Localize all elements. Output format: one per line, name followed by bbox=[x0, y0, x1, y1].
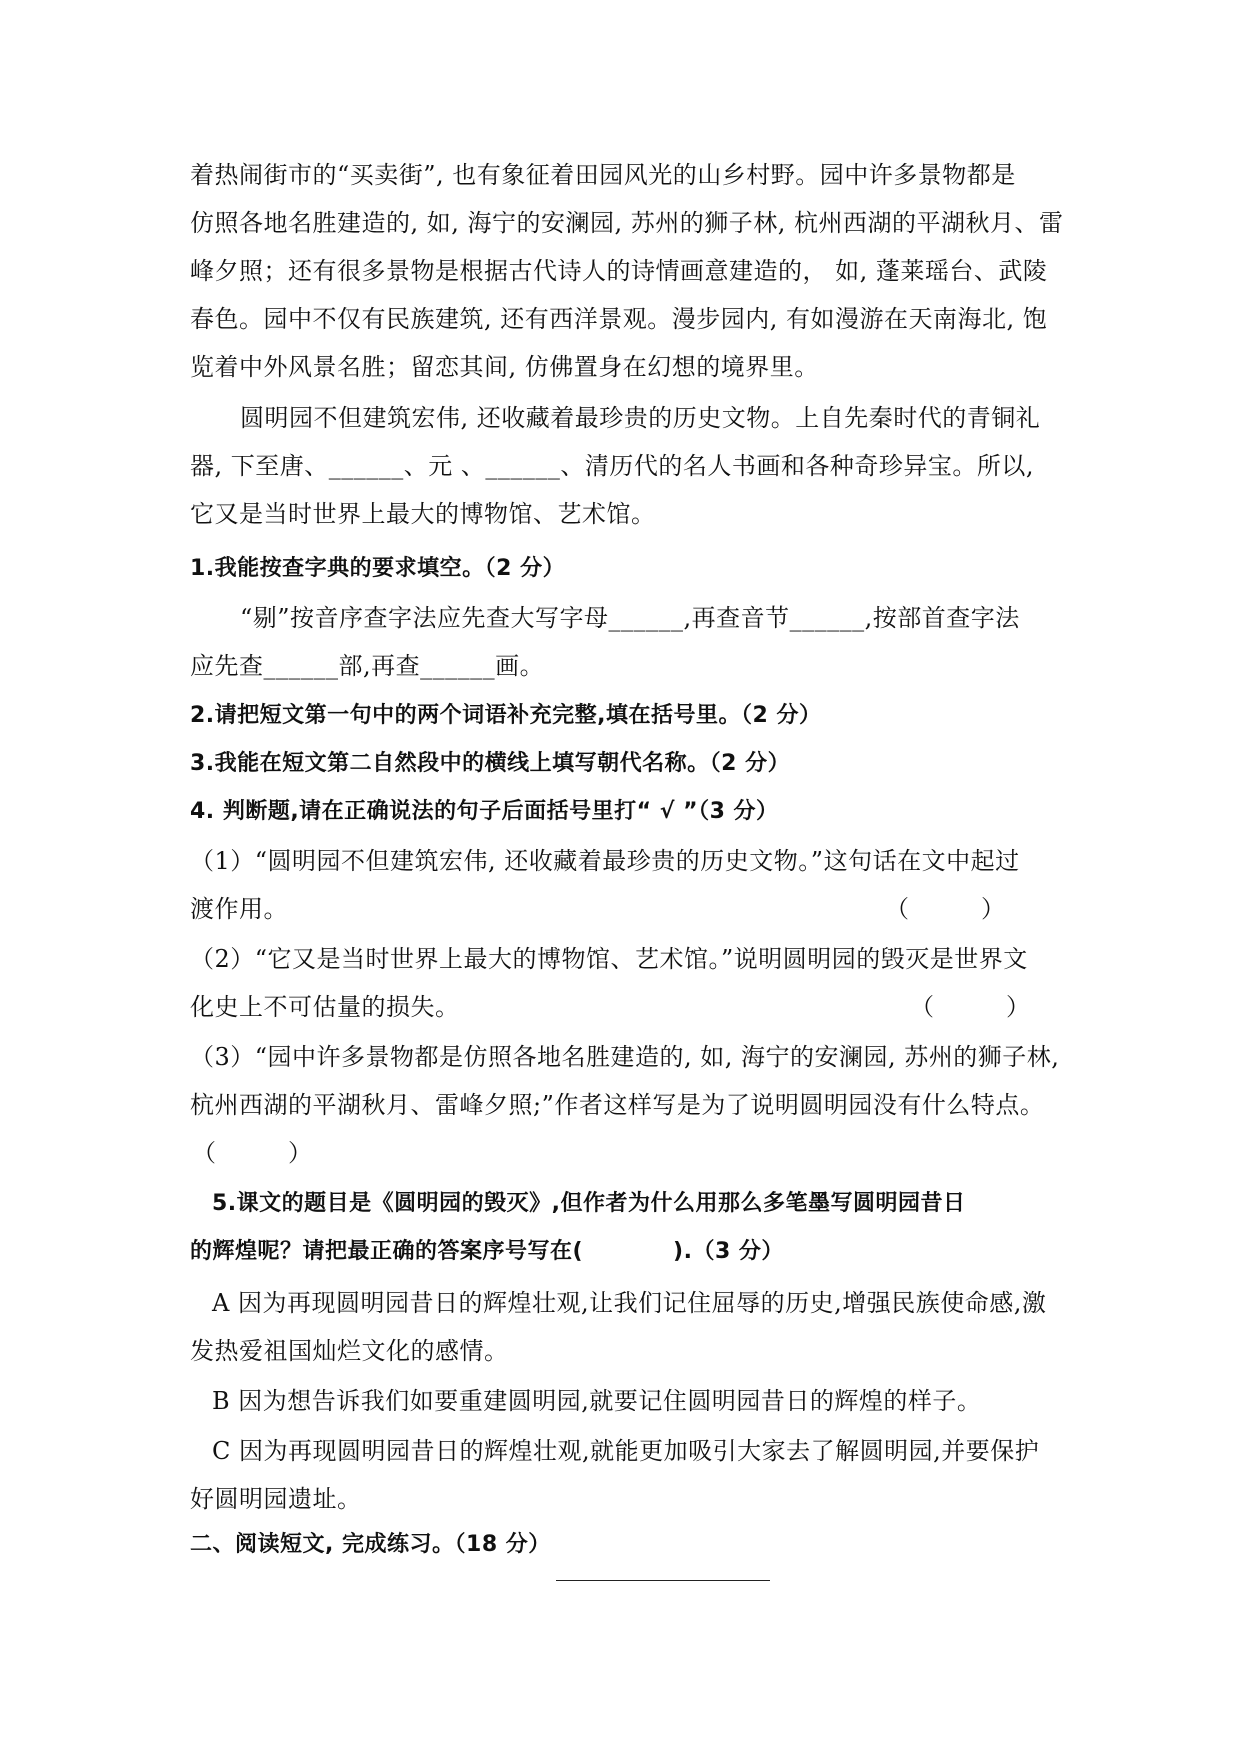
question-3-title: 3.我能在短文第二自然段中的横线上填写朝代名称。（2 分） bbox=[190, 751, 791, 776]
passage-line: 仿照各地名胜建造的, 如, 海宁的安澜园, 苏州的狮子林, 杭州西湖的平湖秋月、雷 bbox=[190, 209, 1064, 237]
section-2-title: 二、阅读短文, 完成练习。（18 分） bbox=[190, 1532, 551, 1557]
option-c: 好圆明园遗址。 bbox=[190, 1485, 362, 1513]
question-2-title: 2.请把短文第一句中的两个词语补充完整,填在括号里。（2 分） bbox=[190, 703, 822, 728]
option-b: B 因为想告诉我们如要重建圆明园,就要记住圆明园昔日的辉煌的样子。 bbox=[212, 1387, 982, 1415]
passage-line: 圆明园不但建筑宏伟, 还收藏着最珍贵的历史文物。上自先秦时代的青铜礼 bbox=[240, 404, 1041, 432]
question-4-item-3: （3）“园中许多景物都是仿照各地名胜建造的, 如, 海宁的安澜园, 苏州的狮子林, bbox=[190, 1043, 1060, 1071]
passage-line: 器, 下至唐、______、元 、______、清历代的名人书画和各种奇珍异宝。所以, bbox=[190, 452, 1035, 480]
option-a: 发热爱祖国灿烂文化的感情。 bbox=[190, 1337, 509, 1365]
answer-parenthesis[interactable]: （ ） bbox=[910, 993, 1030, 1021]
question-1-text: 应先查______部,再查______画。 bbox=[190, 652, 545, 680]
question-5-title: 的辉煌呢？请把最正确的答案序号写在( ).（3 分） bbox=[190, 1239, 784, 1264]
option-a: A 因为再现圆明园昔日的辉煌壮观,让我们记住屈辱的历史,增强民族使命感,激 bbox=[212, 1289, 1047, 1317]
question-1-text: “剔”按音序查字法应先查大写字母______,再查音节______,按部首查字法 bbox=[240, 604, 1020, 632]
passage-line: 它又是当时世界上最大的博物馆、艺术馆。 bbox=[190, 500, 656, 528]
footer-rule bbox=[556, 1580, 770, 1581]
question-4-item-1: 渡作用。 bbox=[190, 895, 288, 923]
question-1-title: 1.我能按查字典的要求填空。（2 分） bbox=[190, 556, 566, 581]
option-c: C 因为再现圆明园昔日的辉煌壮观,就能更加吸引大家去了解圆明园,并要保护 bbox=[212, 1437, 1040, 1465]
question-4-item-3: 杭州西湖的平湖秋月、雷峰夕照;”作者这样写是为了说明圆明园没有什么特点。 bbox=[190, 1091, 1045, 1119]
passage-line: 览着中外风景名胜；留恋其间, 仿佛置身在幻想的境界里。 bbox=[190, 353, 819, 381]
question-4-item-2: 化史上不可估量的损失。 bbox=[190, 993, 460, 1021]
question-4-item-1: （1）“圆明园不但建筑宏伟, 还收藏着最珍贵的历史文物。”这句话在文中起过 bbox=[190, 847, 1020, 875]
question-4-title: 4. 判断题,请在正确说法的句子后面括号里打“ √ ”（3 分） bbox=[190, 799, 779, 824]
passage-line: 峰夕照；还有很多景物是根据古代诗人的诗情画意建造的， 如, 蓬莱瑶台、武陵 bbox=[190, 257, 1048, 285]
question-5-title: 5.课文的题目是《圆明园的毁灭》,但作者为什么用那么多笔墨写圆明园昔日 bbox=[212, 1191, 966, 1216]
answer-parenthesis[interactable]: （ ） bbox=[885, 895, 1005, 923]
answer-parenthesis[interactable]: （ ） bbox=[192, 1139, 312, 1167]
passage-line: 春色。园中不仅有民族建筑, 还有西洋景观。漫步园内, 有如漫游在天南海北, 饱 bbox=[190, 305, 1048, 333]
passage-line: 着热闹街市的“买卖街”, 也有象征着田园风光的山乡村野。园中许多景物都是 bbox=[190, 161, 1016, 189]
question-4-item-2: （2）“它又是当时世界上最大的博物馆、艺术馆。”说明圆明园的毁灭是世界文 bbox=[190, 945, 1028, 973]
